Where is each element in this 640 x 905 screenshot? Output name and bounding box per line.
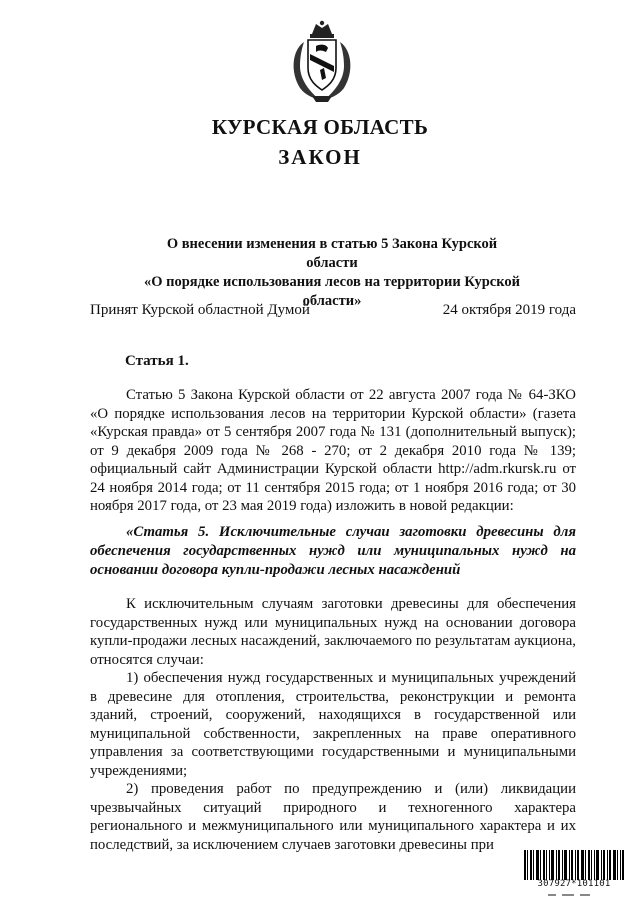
document-type-heading: ЗАКОН	[278, 145, 362, 169]
article-5-heading	[90, 523, 576, 580]
article-1-paragraph: Статью 5 Закона Курской области от 22 августа 2007 года № 64-ЗКО «О порядке использования лесов на территории Курской области» (газета «Курская правда» от 5 сентября 2007 года № 131 (дополнительный выпуск); от 9 декабря 2009 года № 268 - 270; от 2 декабря 2010 года № 139; официальный сайт Администрации Курской области http://adm.rkursk.ru от 24 ноября 2014 года; от 11 сентября 2015 года; от 1 ноября 2016 года; от 30 ноября 2017 года, от 23 мая 2019 года) изложить в новой редакции:	[90, 387, 576, 514]
adoption-line	[90, 302, 576, 319]
law-title-line: «О порядке использования лесов на территории Курской	[143, 274, 520, 290]
barcode-number: 307927*101101	[537, 879, 611, 889]
article-5-body	[90, 595, 576, 854]
coat-of-arms-emblem	[286, 20, 358, 104]
adoption-date: 24 октября 2019 года	[442, 302, 576, 318]
law-title-line: области»	[302, 293, 362, 309]
adopted-by: Принят Курской областной Думой	[90, 302, 310, 318]
article-5-item-2: 2) проведения работ по предупреждению и (или) ликвидации чрезвычайных ситуаций природного и техногенного характера регионального и межмуниципального или муниципального характера и их последствий, за исключением случаев заготовки древесины при	[90, 781, 576, 853]
article-5-heading-text: «Статья 5. Исключительные случаи заготовки древесины для обеспечения государственных нужд или муниципальных нужд на основании договора купли-продажи лесных насаждений	[90, 524, 576, 578]
law-title-line: О внесении изменения в статью 5 Закона Курской области	[166, 236, 498, 271]
article-5-item-1: 1) обеспечения нужд государственных и муниципальных учреждений в древесине для отопления, строительства, реконструкции и ремонта зданий, строений, сооружений, находящихся в государственной или муниципальной собственности, закрепленных на праве оперативного управления за соответствующими государственными и муниципальными учреждениями;	[90, 670, 576, 779]
barcode	[524, 850, 624, 880]
article-1-heading: Статья 1.	[125, 353, 189, 369]
region-heading: КУРСКАЯ ОБЛАСТЬ	[211, 115, 429, 139]
law-title	[140, 235, 524, 311]
article-1-body	[90, 386, 576, 516]
article-5-intro: К исключительным случаям заготовки древесины для обеспечения государственных нужд или муниципальных нужд на основании договора купли-продажи лесных насаждений, заключаемого по результатам аукциона, относятся случаи:	[90, 596, 576, 668]
barcode-footer-marks	[548, 893, 608, 897]
